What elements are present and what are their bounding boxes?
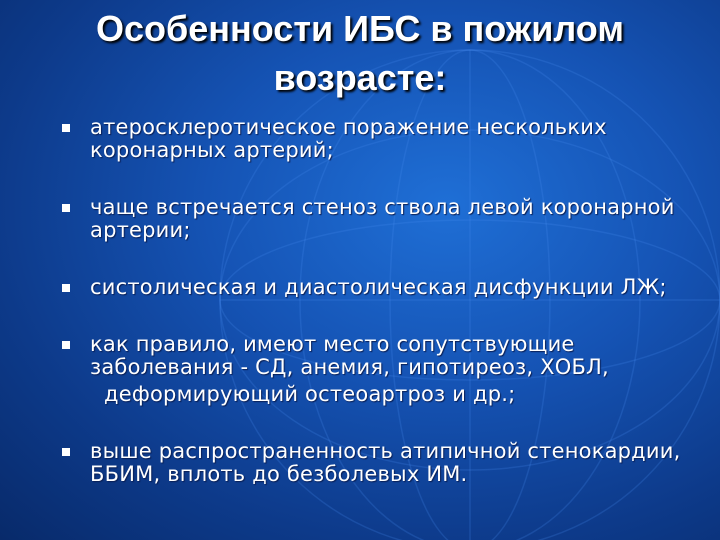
bullet-item bbox=[60, 116, 710, 162]
square-bullet-icon bbox=[62, 204, 70, 212]
bullet-text: выше распространенность атипичной стенокардии, ББИМ, вплоть до безболевых ИМ. bbox=[90, 439, 681, 486]
square-bullet-icon bbox=[62, 448, 70, 456]
slide-title-line-2: возрасте: bbox=[273, 57, 447, 98]
bullet-item bbox=[60, 333, 710, 406]
bullet-item bbox=[60, 440, 710, 486]
square-bullet-icon bbox=[62, 341, 70, 349]
bullet-continuation-text: деформирующий остеоартроз и др.; bbox=[104, 382, 516, 406]
bullet-text: как правило, имеют место сопутствующие заболевания - СД, анемия, гипотиреоз, ХОБЛ, bbox=[90, 332, 609, 379]
bullet-text: атеросклеротическое поражение нескольких коронарных артерий; bbox=[90, 115, 607, 162]
square-bullet-icon bbox=[62, 124, 70, 132]
bullet-item bbox=[60, 196, 710, 242]
bullet-list bbox=[60, 116, 710, 486]
slide-title bbox=[0, 4, 720, 102]
bullet-text: систолическая и диастолическая дисфункции ЛЖ; bbox=[90, 275, 667, 299]
bullet-text: чаще встречается стеноз ствола левой коронарной артерии; bbox=[90, 195, 675, 242]
bullet-item bbox=[60, 276, 710, 299]
square-bullet-icon bbox=[62, 284, 70, 292]
slide-title-line-1: Особенности ИБС в пожилом bbox=[96, 8, 624, 49]
